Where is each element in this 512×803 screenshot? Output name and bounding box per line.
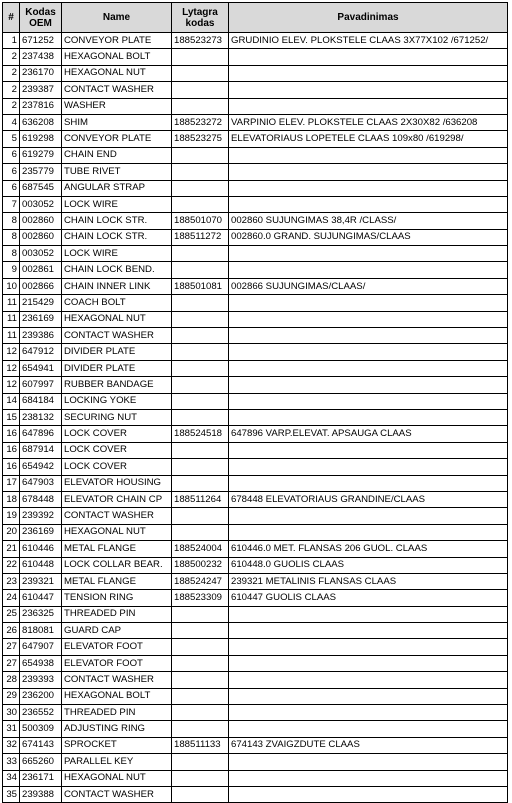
cell-pavadinimas (229, 164, 508, 180)
cell-lytagra-code: 188524004 (172, 541, 229, 557)
cell-name: ADJUSTING RING (62, 721, 172, 737)
cell-oem-code: 619279 (20, 147, 62, 163)
cell-name: SPROCKET (62, 737, 172, 753)
table-row (3, 672, 508, 688)
cell-lytagra-code (172, 246, 229, 262)
cell-name: RUBBER BANDAGE (62, 377, 172, 393)
cell-index: 35 (3, 786, 20, 802)
cell-index: 6 (3, 147, 20, 163)
cell-index: 8 (3, 229, 20, 245)
cell-oem-code: 654941 (20, 360, 62, 376)
cell-oem-code: 654942 (20, 459, 62, 475)
cell-lytagra-code (172, 196, 229, 212)
cell-pavadinimas (229, 672, 508, 688)
table-row (3, 688, 508, 704)
cell-lytagra-code: 188500232 (172, 557, 229, 573)
table-row (3, 737, 508, 753)
cell-index: 25 (3, 606, 20, 622)
cell-index: 23 (3, 573, 20, 589)
cell-lytagra-code: 188523272 (172, 114, 229, 130)
cell-lytagra-code (172, 459, 229, 475)
cell-index: 31 (3, 721, 20, 737)
cell-pavadinimas: GRUDINIO ELEV. PLOKSTELE CLAAS 3X77X102 /671252/ (229, 33, 508, 49)
cell-lytagra-code (172, 65, 229, 81)
table-row (3, 524, 508, 540)
cell-name: TUBE RIVET (62, 164, 172, 180)
table-row (3, 33, 508, 49)
cell-index: 17 (3, 475, 20, 491)
table-row (3, 573, 508, 589)
cell-lytagra-code (172, 82, 229, 98)
table-row (3, 606, 508, 622)
cell-oem-code: 239388 (20, 786, 62, 802)
table-row (3, 246, 508, 262)
cell-lytagra-code (172, 721, 229, 737)
cell-lytagra-code: 188511272 (172, 229, 229, 245)
cell-oem-code: 236325 (20, 606, 62, 622)
table-row (3, 262, 508, 278)
cell-pavadinimas (229, 754, 508, 770)
cell-oem-code: 236171 (20, 770, 62, 786)
cell-oem-code: 236170 (20, 65, 62, 81)
table-row (3, 180, 508, 196)
cell-index: 12 (3, 344, 20, 360)
cell-pavadinimas: ELEVATORIAUS LOPETELE CLAAS 109x80 /619298/ (229, 131, 508, 147)
parts-table (2, 2, 508, 803)
cell-oem-code: 215429 (20, 295, 62, 311)
table-row (3, 344, 508, 360)
cell-lytagra-code: 188524518 (172, 426, 229, 442)
cell-lytagra-code (172, 655, 229, 671)
cell-index: 22 (3, 557, 20, 573)
cell-oem-code: 239321 (20, 573, 62, 589)
cell-oem-code: 647912 (20, 344, 62, 360)
cell-index: 33 (3, 754, 20, 770)
cell-name: CONTACT WASHER (62, 672, 172, 688)
cell-name: HEXAGONAL NUT (62, 65, 172, 81)
cell-pavadinimas: 674143 ZVAIGZDUTE CLAAS (229, 737, 508, 753)
cell-name: CHAIN LOCK BEND. (62, 262, 172, 278)
table-row (3, 491, 508, 507)
cell-oem-code: 002866 (20, 278, 62, 294)
cell-oem-code: 236200 (20, 688, 62, 704)
cell-lytagra-code (172, 328, 229, 344)
cell-oem-code: 607997 (20, 377, 62, 393)
cell-index: 11 (3, 311, 20, 327)
cell-index: 18 (3, 491, 20, 507)
table-row (3, 98, 508, 114)
cell-oem-code: 239386 (20, 328, 62, 344)
cell-index: 2 (3, 98, 20, 114)
cell-lytagra-code (172, 147, 229, 163)
cell-lytagra-code (172, 623, 229, 639)
cell-lytagra-code (172, 508, 229, 524)
table-row (3, 393, 508, 409)
cell-pavadinimas (229, 606, 508, 622)
cell-index: 4 (3, 114, 20, 130)
table-row (3, 82, 508, 98)
cell-oem-code: 687914 (20, 442, 62, 458)
cell-lytagra-code: 188501081 (172, 278, 229, 294)
cell-pavadinimas: VARPINIO ELEV. PLOKSTELE CLAAS 2X30X82 /636208 (229, 114, 508, 130)
table-row (3, 459, 508, 475)
table-row (3, 377, 508, 393)
cell-lytagra-code (172, 786, 229, 802)
cell-oem-code: 687545 (20, 180, 62, 196)
table-row (3, 409, 508, 425)
cell-lytagra-code: 188523309 (172, 590, 229, 606)
cell-pavadinimas (229, 360, 508, 376)
table-row (3, 65, 508, 81)
cell-oem-code: 610447 (20, 590, 62, 606)
cell-pavadinimas (229, 82, 508, 98)
cell-pavadinimas (229, 639, 508, 655)
cell-index: 16 (3, 459, 20, 475)
cell-pavadinimas (229, 49, 508, 65)
cell-index: 30 (3, 705, 20, 721)
cell-lytagra-code (172, 360, 229, 376)
cell-index: 15 (3, 409, 20, 425)
table-row (3, 705, 508, 721)
table-row (3, 508, 508, 524)
cell-pavadinimas (229, 377, 508, 393)
cell-pavadinimas (229, 475, 508, 491)
cell-name: LOCKING YOKE (62, 393, 172, 409)
cell-name: LOCK WIRE (62, 196, 172, 212)
cell-oem-code: 237816 (20, 98, 62, 114)
cell-name: COACH BOLT (62, 295, 172, 311)
cell-lytagra-code (172, 180, 229, 196)
cell-name: LOCK WIRE (62, 246, 172, 262)
header-name: Name (62, 3, 172, 33)
cell-index: 7 (3, 196, 20, 212)
header-index: # (3, 3, 20, 33)
cell-pavadinimas (229, 311, 508, 327)
cell-name: HEXAGONAL NUT (62, 524, 172, 540)
cell-pavadinimas (229, 180, 508, 196)
cell-lytagra-code: 188511264 (172, 491, 229, 507)
cell-oem-code: 237438 (20, 49, 62, 65)
cell-pavadinimas (229, 459, 508, 475)
cell-index: 27 (3, 639, 20, 655)
cell-pavadinimas: 610448.0 GUOLIS CLAAS (229, 557, 508, 573)
cell-pavadinimas (229, 147, 508, 163)
table-row (3, 557, 508, 573)
cell-oem-code: 610448 (20, 557, 62, 573)
cell-name: PARALLEL KEY (62, 754, 172, 770)
cell-pavadinimas (229, 393, 508, 409)
cell-oem-code: 003052 (20, 246, 62, 262)
table-row (3, 475, 508, 491)
cell-name: SHIM (62, 114, 172, 130)
cell-oem-code: 238132 (20, 409, 62, 425)
cell-oem-code: 647907 (20, 639, 62, 655)
table-row (3, 213, 508, 229)
cell-pavadinimas: 678448 ELEVATORIAUS GRANDINE/CLAAS (229, 491, 508, 507)
cell-name: METAL FLANGE (62, 541, 172, 557)
cell-oem-code: 684184 (20, 393, 62, 409)
cell-pavadinimas (229, 246, 508, 262)
cell-pavadinimas (229, 508, 508, 524)
table-row (3, 278, 508, 294)
table-row (3, 639, 508, 655)
table-row (3, 360, 508, 376)
cell-oem-code: 671252 (20, 33, 62, 49)
cell-oem-code: 500309 (20, 721, 62, 737)
table-row (3, 442, 508, 458)
cell-name: LOCK COVER (62, 442, 172, 458)
cell-lytagra-code: 188501070 (172, 213, 229, 229)
cell-index: 6 (3, 164, 20, 180)
cell-index: 14 (3, 393, 20, 409)
cell-lytagra-code (172, 524, 229, 540)
cell-lytagra-code: 188523275 (172, 131, 229, 147)
table-row (3, 655, 508, 671)
cell-lytagra-code: 188523273 (172, 33, 229, 49)
cell-pavadinimas (229, 524, 508, 540)
cell-lytagra-code (172, 475, 229, 491)
cell-pavadinimas (229, 442, 508, 458)
cell-pavadinimas: 610446.0 MET. FLANSAS 206 GUOL. CLAAS (229, 541, 508, 557)
cell-name: CHAIN LOCK STR. (62, 213, 172, 229)
cell-name: CONTACT WASHER (62, 508, 172, 524)
table-row (3, 295, 508, 311)
cell-lytagra-code (172, 49, 229, 65)
cell-lytagra-code (172, 377, 229, 393)
cell-name: HEXAGONAL BOLT (62, 688, 172, 704)
cell-name: CONTACT WASHER (62, 328, 172, 344)
cell-index: 8 (3, 213, 20, 229)
header-pavadinimas: Pavadinimas (229, 3, 508, 33)
cell-index: 2 (3, 82, 20, 98)
table-row (3, 754, 508, 770)
table-row (3, 164, 508, 180)
cell-lytagra-code (172, 770, 229, 786)
cell-pavadinimas (229, 98, 508, 114)
cell-name: CHAIN END (62, 147, 172, 163)
cell-name: CHAIN INNER LINK (62, 278, 172, 294)
table-row (3, 131, 508, 147)
cell-index: 34 (3, 770, 20, 786)
cell-lytagra-code (172, 344, 229, 360)
cell-oem-code: 239387 (20, 82, 62, 98)
cell-index: 8 (3, 246, 20, 262)
cell-pavadinimas (229, 623, 508, 639)
cell-index: 12 (3, 360, 20, 376)
cell-pavadinimas: 002866 SUJUNGIMAS/CLAAS/ (229, 278, 508, 294)
cell-index: 32 (3, 737, 20, 753)
cell-index: 27 (3, 655, 20, 671)
cell-name: ELEVATOR FOOT (62, 639, 172, 655)
cell-index: 28 (3, 672, 20, 688)
cell-name: HEXAGONAL BOLT (62, 49, 172, 65)
cell-lytagra-code (172, 164, 229, 180)
cell-pavadinimas (229, 65, 508, 81)
cell-pavadinimas (229, 786, 508, 802)
header-lytagra-code: Lytagra kodas (172, 3, 229, 33)
cell-pavadinimas: 002860 SUJUNGIMAS 38,4R /CLASS/ (229, 213, 508, 229)
cell-pavadinimas (229, 688, 508, 704)
cell-name: CONTACT WASHER (62, 82, 172, 98)
cell-index: 1 (3, 33, 20, 49)
cell-name: GUARD CAP (62, 623, 172, 639)
table-row (3, 541, 508, 557)
cell-index: 10 (3, 278, 20, 294)
cell-oem-code: 610446 (20, 541, 62, 557)
cell-index: 19 (3, 508, 20, 524)
cell-name: WASHER (62, 98, 172, 114)
cell-name: CHAIN LOCK STR. (62, 229, 172, 245)
cell-pavadinimas (229, 655, 508, 671)
table-row (3, 49, 508, 65)
cell-lytagra-code (172, 754, 229, 770)
cell-pavadinimas (229, 344, 508, 360)
cell-lytagra-code (172, 262, 229, 278)
table-header (3, 3, 508, 33)
cell-pavadinimas (229, 328, 508, 344)
table-body (3, 33, 508, 803)
cell-pavadinimas (229, 295, 508, 311)
cell-lytagra-code (172, 311, 229, 327)
table-row (3, 590, 508, 606)
cell-index: 2 (3, 49, 20, 65)
cell-name: ELEVATOR FOOT (62, 655, 172, 671)
cell-pavadinimas (229, 721, 508, 737)
cell-oem-code: 003052 (20, 196, 62, 212)
cell-oem-code: 665260 (20, 754, 62, 770)
cell-oem-code: 636208 (20, 114, 62, 130)
cell-index: 12 (3, 377, 20, 393)
cell-lytagra-code (172, 442, 229, 458)
cell-name: HEXAGONAL NUT (62, 770, 172, 786)
cell-oem-code: 002860 (20, 213, 62, 229)
cell-index: 9 (3, 262, 20, 278)
cell-oem-code: 239392 (20, 508, 62, 524)
cell-name: METAL FLANGE (62, 573, 172, 589)
cell-pavadinimas: 610447 GUOLIS CLAAS (229, 590, 508, 606)
header-oem-code: Kodas OEM (20, 3, 62, 33)
cell-name: ANGULAR STRAP (62, 180, 172, 196)
cell-lytagra-code (172, 409, 229, 425)
cell-index: 21 (3, 541, 20, 557)
cell-oem-code: 002861 (20, 262, 62, 278)
cell-name: HEXAGONAL NUT (62, 311, 172, 327)
cell-lytagra-code (172, 393, 229, 409)
cell-name: TENSION RING (62, 590, 172, 606)
cell-pavadinimas: 239321 METALINIS FLANSAS CLAAS (229, 573, 508, 589)
table-row (3, 328, 508, 344)
cell-name: DIVIDER PLATE (62, 360, 172, 376)
table-row (3, 114, 508, 130)
cell-pavadinimas: 002860.0 GRAND. SUJUNGIMAS/CLAAS (229, 229, 508, 245)
cell-index: 26 (3, 623, 20, 639)
cell-name: ELEVATOR HOUSING (62, 475, 172, 491)
cell-pavadinimas (229, 196, 508, 212)
cell-oem-code: 236169 (20, 311, 62, 327)
cell-name: DIVIDER PLATE (62, 344, 172, 360)
cell-pavadinimas: 647896 VARP.ELEVAT. APSAUGA CLAAS (229, 426, 508, 442)
cell-name: LOCK COVER (62, 426, 172, 442)
cell-pavadinimas (229, 770, 508, 786)
cell-index: 11 (3, 328, 20, 344)
cell-name: THREADED PIN (62, 606, 172, 622)
cell-name: CONTACT WASHER (62, 786, 172, 802)
cell-lytagra-code (172, 295, 229, 311)
cell-lytagra-code: 188524247 (172, 573, 229, 589)
cell-name: LOCK COVER (62, 459, 172, 475)
cell-lytagra-code (172, 672, 229, 688)
cell-name: SECURING NUT (62, 409, 172, 425)
cell-name: THREADED PIN (62, 705, 172, 721)
cell-oem-code: 619298 (20, 131, 62, 147)
cell-oem-code: 239393 (20, 672, 62, 688)
cell-oem-code: 236552 (20, 705, 62, 721)
cell-oem-code: 236169 (20, 524, 62, 540)
cell-lytagra-code: 188511133 (172, 737, 229, 753)
cell-lytagra-code (172, 688, 229, 704)
cell-index: 11 (3, 295, 20, 311)
cell-index: 20 (3, 524, 20, 540)
cell-oem-code: 654938 (20, 655, 62, 671)
cell-name: CONVEYOR PLATE (62, 33, 172, 49)
cell-index: 6 (3, 180, 20, 196)
cell-lytagra-code (172, 639, 229, 655)
cell-index: 24 (3, 590, 20, 606)
cell-index: 16 (3, 426, 20, 442)
cell-name: CONVEYOR PLATE (62, 131, 172, 147)
cell-oem-code: 002860 (20, 229, 62, 245)
cell-oem-code: 235779 (20, 164, 62, 180)
cell-pavadinimas (229, 705, 508, 721)
table-row (3, 196, 508, 212)
cell-pavadinimas (229, 409, 508, 425)
cell-pavadinimas (229, 262, 508, 278)
cell-index: 2 (3, 65, 20, 81)
cell-oem-code: 678448 (20, 491, 62, 507)
header-row (3, 3, 508, 33)
table-row (3, 147, 508, 163)
cell-index: 16 (3, 442, 20, 458)
cell-name: ELEVATOR CHAIN CP (62, 491, 172, 507)
cell-oem-code: 647896 (20, 426, 62, 442)
table-row (3, 786, 508, 802)
cell-lytagra-code (172, 606, 229, 622)
table-row (3, 311, 508, 327)
table-row (3, 426, 508, 442)
cell-lytagra-code (172, 705, 229, 721)
cell-oem-code: 647903 (20, 475, 62, 491)
cell-index: 29 (3, 688, 20, 704)
table-row (3, 721, 508, 737)
table-row (3, 623, 508, 639)
cell-oem-code: 818081 (20, 623, 62, 639)
cell-lytagra-code (172, 98, 229, 114)
table-row (3, 229, 508, 245)
cell-oem-code: 674143 (20, 737, 62, 753)
cell-index: 5 (3, 131, 20, 147)
table-row (3, 770, 508, 786)
cell-name: LOCK COLLAR BEAR. (62, 557, 172, 573)
